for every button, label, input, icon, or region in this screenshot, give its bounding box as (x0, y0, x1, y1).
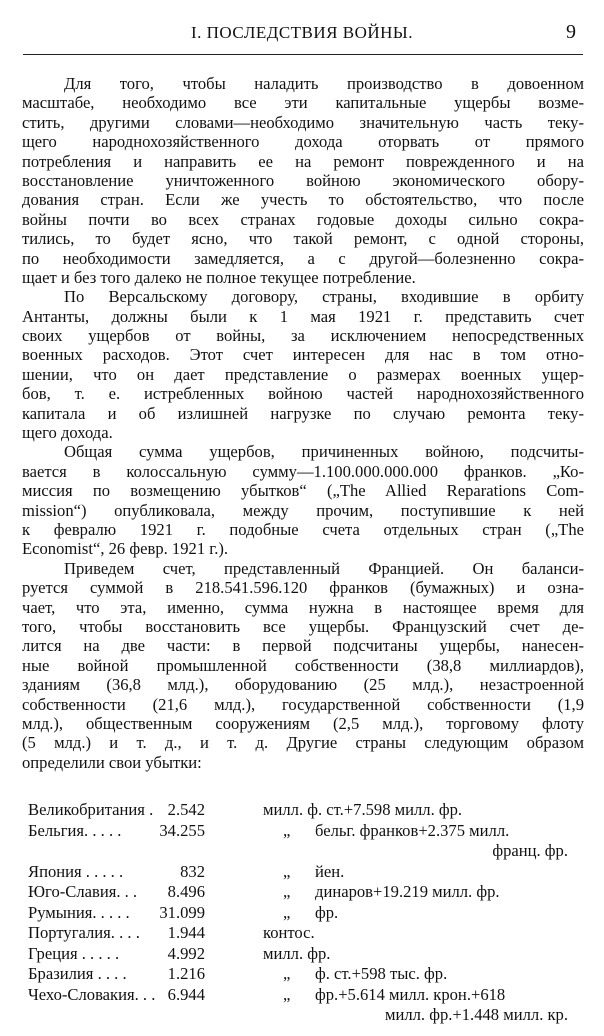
text-line: По Версальскому договору, страны, входившие в орбиту (64, 287, 584, 307)
page-number: 9 (566, 21, 576, 43)
loss-unit: милл. фр. (263, 943, 331, 963)
country-name: Румыния. . . . . (28, 902, 130, 922)
text-line: щего дохода. (22, 423, 113, 443)
country-name: Япония . . . . . (28, 861, 124, 881)
table-row (28, 964, 588, 985)
text-line: щего народнохозяйственного дохода оторвать от прямого (22, 132, 584, 152)
text-line: (5 млд.) и т. д., и т. д. Другие страны следующим образом (22, 733, 584, 753)
country-name: Юго-Славия. . . (28, 882, 138, 901)
country-name: Греция . . . . . (28, 943, 120, 963)
text-line: дования стран. Если же учесть то обстоятельство, что после (22, 190, 584, 210)
loss-amount: 1.216 (167, 964, 205, 983)
text-line: миссия по возмещению убытков“ („The Allied Reparations Com- (22, 481, 584, 501)
ditto-mark: „ (283, 984, 291, 1004)
loss-unit: контос. (263, 923, 315, 942)
text-line: вается в колоссальную сумму—1.100.000.000.000 франков. „Ко- (22, 461, 584, 481)
text-line: масштабе, необходимо все эти капитальные ущербы возме- (22, 93, 584, 113)
country-name: Великобритания . (28, 800, 154, 819)
country-name: Бразилия . . . . (28, 964, 127, 983)
text-line: военных расходов. Этот счет интересен для нас в том отно- (22, 345, 584, 365)
table-row (28, 923, 588, 944)
text-line: шении, что он дает представление о размерах военных ущер- (22, 364, 584, 384)
text-line: mission“) опубликовала, между прочим, поступившие к ней (22, 500, 584, 520)
table-row (28, 985, 588, 1006)
text-line: восстановление уничтоженного войною экономического обору- (22, 170, 584, 190)
loss-amount: 832 (180, 861, 205, 881)
country-name: Бельгия. . . . . (28, 820, 122, 840)
table-row (28, 903, 588, 924)
country-name: Чехо-Словакия. . . (28, 984, 156, 1004)
loss-unit: бельг. франков+2.375 милл. (315, 820, 510, 840)
loss-unit-continued: милл. фр.+1.448 милл. кр. (384, 1005, 568, 1024)
header-rule (23, 54, 583, 55)
text-line: капитала и об излишней нагрузке по случаю ремонта теку- (22, 403, 584, 423)
text-line: войны почти во всех странах годовые доходы сильно сокра- (22, 209, 584, 229)
ditto-mark: „ (283, 861, 291, 881)
text-line: к февралю 1921 г. подобные счета отдельных стран („The (22, 519, 584, 539)
loss-amount: 31.099 (159, 902, 205, 922)
table-row (28, 800, 588, 821)
text-line: чает, что эта, именно, сумма нужна в настоящее время для (22, 597, 584, 617)
text-line: щает и без того далеко не полное текущее потребление. (22, 267, 416, 287)
text-line: руется суммой в 218.541.596.120 франков (бумажных) и озна- (22, 578, 584, 598)
body-text (22, 74, 584, 772)
text-line: ные войной промышленной собственности (38,8 миллиардов), (22, 655, 584, 675)
loss-amount: 8.496 (167, 882, 205, 901)
country-name: Португалия. . . . (28, 923, 140, 942)
text-line: тились, то будет ясно, что такой ремонт, с одной стороны, (22, 229, 584, 249)
loss-unit: йен. (315, 861, 345, 881)
ditto-mark: „ (283, 902, 291, 922)
text-line: по необходимости замедляется, а с другой—болезненно сокра- (22, 248, 584, 268)
loss-unit: динаров+19.219 милл. фр. (315, 882, 500, 901)
loss-unit: милл. ф. ст.+7.598 милл. фр. (263, 800, 463, 819)
ditto-mark: „ (283, 882, 291, 901)
running-header (0, 0, 604, 54)
text-line: Общая сумма ущербов, причиненных войною, подсчиты- (64, 442, 584, 462)
loss-amount: 2.542 (167, 800, 205, 819)
text-line: бов, т. е. истребленных войною частей народнохозяйственного (22, 384, 584, 404)
text-line: того, чтобы восстановить все ущербы. Французский счет де- (22, 616, 584, 636)
text-line: Economist“, 26 февр. 1921 г.). (22, 539, 229, 559)
table-row (28, 821, 588, 842)
text-line: собственности (21,6 млд.), государственной собственности (1,9 (22, 694, 584, 714)
ditto-mark: „ (283, 820, 291, 840)
chapter-title: I. ПОСЛЕДСТВИЯ ВОЙНЫ. (190, 23, 414, 42)
losses-table (28, 800, 588, 1026)
loss-amount: 6.944 (167, 984, 205, 1004)
text-line: Антанты, должны были к 1 мая 1921 г. представить счет (22, 306, 584, 326)
text-line: определили свои убытки: (22, 752, 202, 772)
loss-unit: ф. ст.+598 тыс. фр. (315, 964, 448, 983)
text-line: Для того, чтобы наладить производство в довоенном (64, 74, 584, 93)
text-line: потребления и направить ее на ремонт поврежденного и на (22, 151, 584, 171)
text-line: своих ущербов от войны, за исключением непосредственных (22, 326, 584, 346)
table-row (28, 944, 588, 965)
loss-amount: 1.944 (167, 923, 205, 942)
loss-unit-continued: франц. фр. (492, 841, 568, 860)
text-line: стить, другими словами—необходимо значительную часть теку- (22, 112, 584, 132)
loss-unit: фр.+5.614 милл. крон.+618 (315, 984, 506, 1004)
table-row (28, 882, 588, 903)
table-row-continuation (28, 841, 588, 862)
loss-amount: 34.255 (159, 820, 205, 840)
table-row (28, 862, 588, 883)
ditto-mark: „ (283, 964, 291, 983)
text-line: Приведем счет, представленный Францией. Он баланси- (64, 558, 584, 578)
loss-unit: фр. (315, 902, 339, 922)
loss-amount: 4.992 (167, 943, 205, 963)
text-line: млд.), общественным сооружениям (2,5 млд.), торговому флоту (22, 713, 584, 733)
text-line: зданиям (36,8 млд.), оборудованию (25 млд.), незастроенной (22, 675, 584, 695)
table-row-continuation (28, 1005, 588, 1026)
text-line: лится на две части: в первой подсчитаны ущербы, нанесен- (22, 636, 584, 656)
